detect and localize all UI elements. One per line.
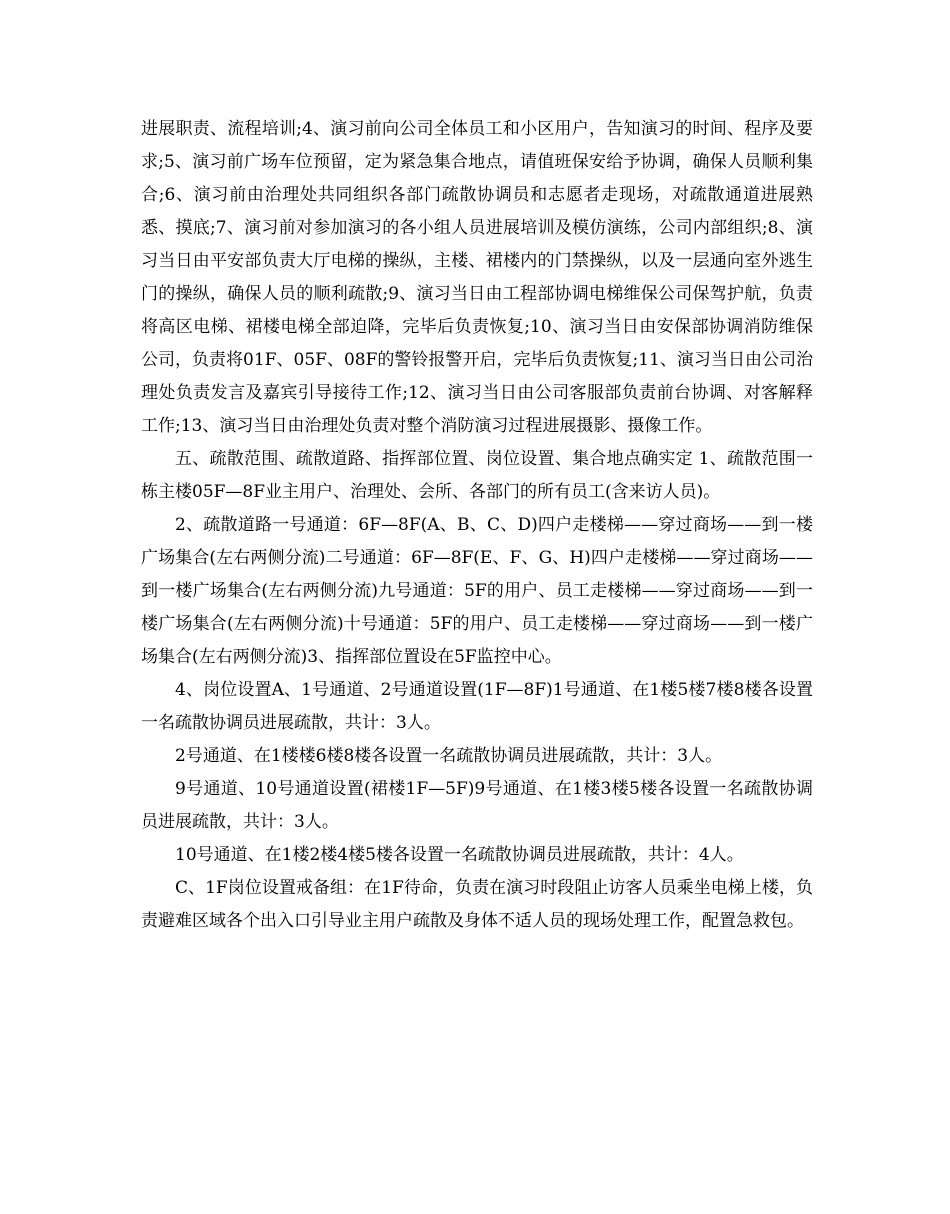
paragraph-7: 10号通道、在1楼2楼4楼5楼各设置一名疏散协调员进展疏散，共计：4人。 xyxy=(175,845,744,865)
paragraph-1: 进展职责、流程培训;4、演习前向公司全体员工和小区用户，告知演习的时间、程序及要求;5、演习前广场车位预留，定为紧急集合地点，请值班保安给予协调，确保人员顺利集合;6、演习前由治理处共同组织各部门疏散协调员和志愿者走现场，对疏散通道进展熟悉、摸底;7、演习前对参加演习的各小组人员进展培训及模仿演练，公司内部组织;8、演习当日由平安部负责大厅电梯的操纵，主楼、裙楼内的门禁操纵，以及一层通向室外逃生门的操纵，确保人员的顺利疏散;9、演习当日由工程部协调电梯维保公司保驾护航，负责将高区电梯、裙楼电梯全部迫降，完毕后负责恢复;10、演习当日由安保部协调消防维保公司，负责将01F、05F、08F的警铃报警开启，完毕后负责恢复;11、演习当日由公司治理处负责发言及嘉宾引导接待工作;12、演习当日由公司客服部负责前台协调、对客解释工作;13、演习当日由治理处负责对整个消防演习过程进展摄影、摄像工作。 xyxy=(141,119,813,436)
paragraph-8: C、1F岗位设置戒备组：在1F待命，负责在演习时段阻止访客人员乘坐电梯上楼，负责避难区域各个出入口引导业主用户疏散及身体不适人员的现场处理工作，配置急救包。 xyxy=(141,878,813,931)
paragraph-2: 五、疏散范围、疏散道路、指挥部位置、岗位设置、集合地点确实定 1、疏散范围一栋主楼05F—8F业主用户、治理处、会所、各部门的所有员工(含来访人员)。 xyxy=(141,449,813,502)
document-body xyxy=(141,113,813,938)
paragraph-6: 9号通道、10号通道设置(裙楼1F—5F)9号通道、在1楼3楼5楼各设置一名疏散协调员进展疏散，共计：3人。 xyxy=(141,779,813,832)
paragraph-5: 2号通道、在1楼楼6楼8楼各设置一名疏散协调员进展疏散，共计：3人。 xyxy=(175,746,723,766)
paragraph-4: 4、岗位设置A、1号通道、2号通道设置(1F—8F)1号通道、在1楼5楼7楼8楼各设置一名疏散协调员进展疏散，共计：3人。 xyxy=(141,680,813,733)
paragraph-3: 2、疏散道路一号通道：6F—8F(A、B、C、D)四户走楼梯——穿过商场——到一楼广场集合(左右两侧分流)二号通道：6F—8F(E、F、G、H)四户走楼梯——穿过商场——到一楼广场集合(左右两侧分流)九号通道：5F的用户、员工走楼梯——穿过商场——到一楼广场集合(左右两侧分流)十号通道：5F的用户、员工走楼梯——穿过商场——到一楼广场集合(左右两侧分流)3、指挥部位置设在5F监控中心。 xyxy=(141,515,813,667)
